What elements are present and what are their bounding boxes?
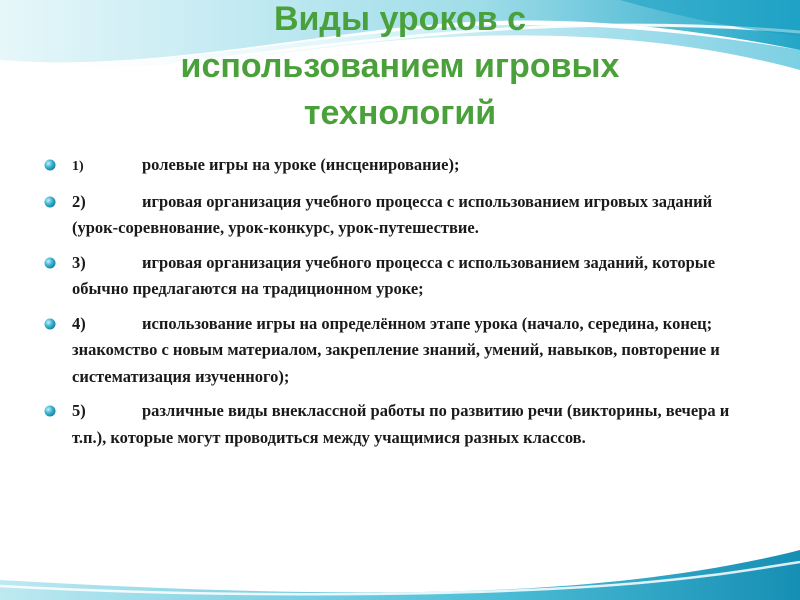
teal-sphere-bullet-icon	[44, 196, 56, 208]
teal-sphere-bullet-icon	[44, 318, 56, 330]
title-line: использованием игровых	[180, 47, 620, 85]
item-text: ролевые игры на уроке (инсценирование);	[142, 155, 460, 174]
item-text: игровая организация учебного процесса с использованием заданий, которые обычно предлагаются на традиционном уроке;	[72, 252, 716, 298]
teal-sphere-bullet-icon	[44, 159, 56, 171]
list-item	[44, 189, 734, 242]
title-line: технологий	[303, 94, 497, 132]
list-item	[44, 311, 734, 391]
list-item	[44, 398, 734, 451]
teal-sphere-bullet-icon	[44, 405, 56, 417]
slide-title	[40, 0, 760, 137]
bottom-wave-decoration	[0, 540, 800, 600]
item-number: 2)	[72, 191, 86, 211]
list-item	[44, 152, 734, 181]
item-number: 5)	[72, 401, 86, 420]
title-line: Виды уроков с	[273, 0, 527, 38]
item-text: различные виды внеклассной работы по развитию речи (викторины, вечера и т.п.), которые могут проводиться между учащимися разных классов.	[72, 401, 730, 447]
list-item	[44, 250, 734, 303]
item-text: использование игры на определённом этапе урока (начало, середина, конец; знакомство с новым материалом, закрепление знаний, умений, навыков, повторение и систематизация изученного);	[72, 313, 720, 386]
item-number: 3)	[72, 252, 86, 272]
item-number: 1)	[72, 159, 84, 174]
item-number: 4)	[72, 313, 86, 333]
lesson-types-list	[44, 152, 734, 459]
item-text: игровая организация учебного процесса с использованием игровых заданий (урок-соревнование, урок-конкурс, урок-путешествие.	[72, 191, 713, 237]
teal-sphere-bullet-icon	[44, 257, 56, 269]
